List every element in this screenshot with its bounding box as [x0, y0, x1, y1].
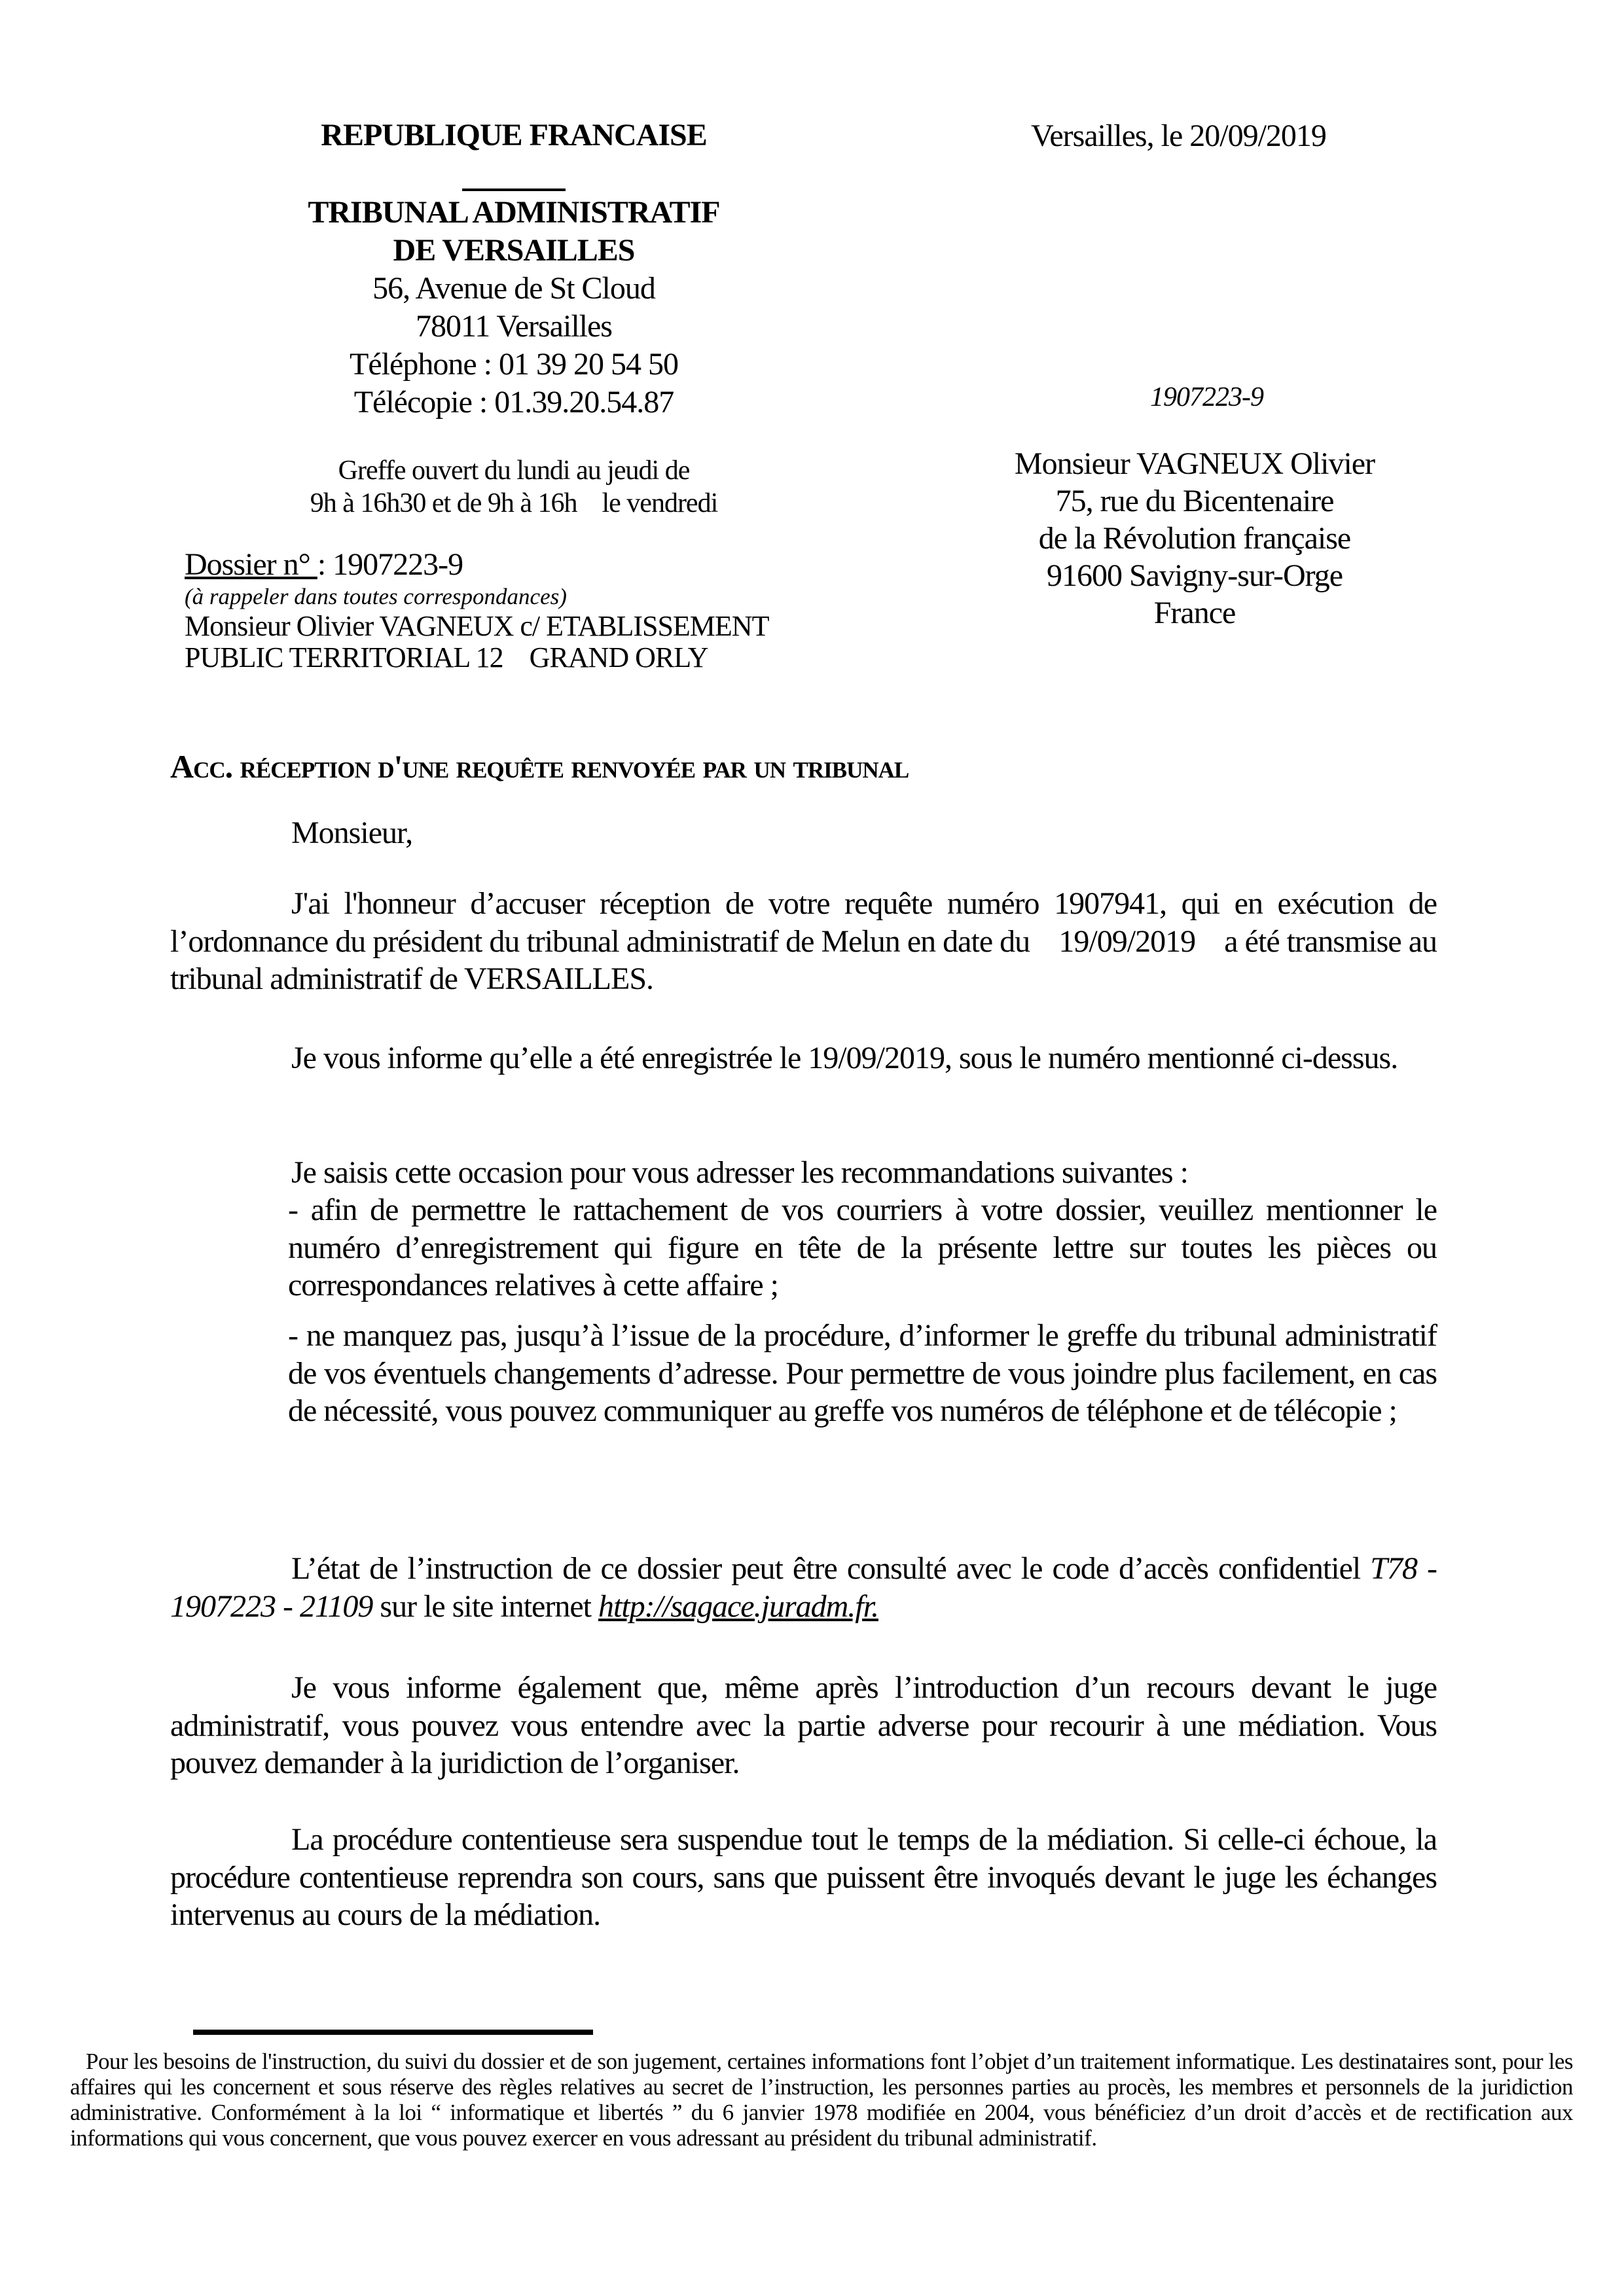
dossier-number-line	[185, 547, 768, 583]
recipient-block	[943, 445, 1447, 632]
recipient-street: 75, rue du Bicentenaire	[1055, 484, 1334, 518]
sender-phone: Téléphone : 01 39 20 54 50	[350, 347, 678, 382]
recipient-street-2: de la Révolution française	[1038, 521, 1351, 556]
dossier-parties-line2: PUBLIC TERRITORIAL 12 GRAND ORLY	[185, 641, 708, 673]
salutation: Monsieur,	[291, 816, 413, 850]
footnote-text: Pour les besoins de l'instruction, du suivi du dossier et de son jugement, certaines informations font l’objet d’un traitement informatique. Les destinataires sont, pour les affaires qui les concernent et sous réserve des règles relatives au secret de l’instruction, les personnes parties au procès, les membres et personnels de la juridiction administrative. Conformément à la loi “ informatique et libertés ” du 6 janvier 1978 modifiée en 2004, vous bénéficiez d’un droit d’accès et de rectification aux informations qui vous concernent, que vous pouvez exercer en vous adressant au président du tribunal administratif.	[70, 2049, 1573, 2151]
dossier-parties-line1: Monsieur Olivier VAGNEUX c/ ETABLISSEMENT	[185, 610, 769, 642]
footnote-separator	[193, 2030, 593, 2035]
paragraph-intro: J'ai l'honneur d’accuser réception de votre requête numéro 1907941, qui en exécution de l’ordonnance du président du tribunal administratif de Melun en date du 19/09/2019 a été transmise au tribunal administratif de VERSAILLES.	[170, 886, 1444, 996]
subject-line: Acc. réception d'une requête renvoyée par un tribunal	[170, 748, 909, 785]
dossier-label: Dossier n°	[185, 547, 317, 582]
dossier-block	[185, 547, 768, 673]
paragraph-recommendations-intro: Je saisis cette occasion pour vous adresser les recommandations suivantes :	[291, 1155, 1188, 1190]
tribunal-name-line2: DE VERSAILLES	[393, 233, 635, 268]
access-text-2: sur le site internet	[372, 1588, 598, 1624]
sender-block	[216, 117, 812, 520]
recipient-city: 91600 Savigny-sur-Orge	[1046, 558, 1343, 593]
letter-date: Versailles, le 20/09/2019	[1031, 118, 1326, 153]
paragraph-mediation: Je vous informe également que, même après l’introduction d’un recours devant le juge administratif, vous pouvez vous entendre avec la partie adverse pour recourir à une médiation. Vous pouvez demander à la juridiction de l’organiser.	[170, 1670, 1444, 1780]
recommendation-item-2: - ne manquez pas, jusqu’à l’issue de la procédure, d’informer le greffe du tribunal administratif de vos éventuels changements d’adresse. Pour permettre de vous joindre plus facilement, en cas de nécessité, vous pouvez communiquer au greffe vos numéros de téléphone et de télécopie ;	[288, 1318, 1444, 1428]
recommendation-item-1: - afin de permettre le rattachement de vos courriers à votre dossier, veuillez mentionner le numéro d’enregistrement qui figure en tête de la présente lettre sur toutes les pièces ou correspondances relatives à cette affaire ;	[288, 1193, 1444, 1302]
sender-street: 56, Avenue de St Cloud	[372, 271, 655, 306]
paragraph-registration: Je vous informe qu’elle a été enregistrée le 19/09/2019, sous le numéro mentionné ci-dessus.	[291, 1041, 1398, 1075]
greffe-hours-line2: 9h à 16h30 et de 9h à 16h le vendredi	[310, 488, 718, 518]
sagace-link[interactable]: http://sagace.juradm.fr.	[598, 1588, 878, 1624]
paragraph-procedure: La procédure contentieuse sera suspendue tout le temps de la médiation. Si celle-ci échoue, la procédure contentieuse reprendra son cours, sans que puissent être invoqués devant le juge les échanges intervenus au cours de la médiation.	[170, 1822, 1444, 1932]
case-reference: 1907223-9	[1150, 382, 1263, 412]
recipient-country: France	[1153, 596, 1236, 630]
recipient-name: Monsieur VAGNEUX Olivier	[1014, 446, 1375, 481]
republique-francaise-heading: REPUBLIQUE FRANCAISE	[321, 118, 707, 152]
access-text-1: L’état de l’instruction de ce dossier peut être consulté avec le code d’accès confidentiel	[291, 1551, 1371, 1586]
greffe-hours-line1: Greffe ouvert du lundi au jeudi de	[338, 456, 690, 486]
sender-city: 78011 Versailles	[416, 309, 612, 344]
dossier-note: (à rappeler dans toutes correspondances)	[185, 584, 567, 609]
access-code-value: T78 - 1907223 - 21109	[170, 1551, 1444, 1624]
dossier-number: : 1907223-9	[317, 547, 463, 582]
tribunal-name-line1: TRIBUNAL ADMINISTRATIF	[308, 195, 720, 230]
paragraph-access-code	[170, 1550, 1444, 1625]
greffe-hours	[216, 454, 812, 520]
header-divider	[462, 188, 566, 191]
sender-fax: Télécopie : 01.39.20.54.87	[353, 385, 674, 420]
